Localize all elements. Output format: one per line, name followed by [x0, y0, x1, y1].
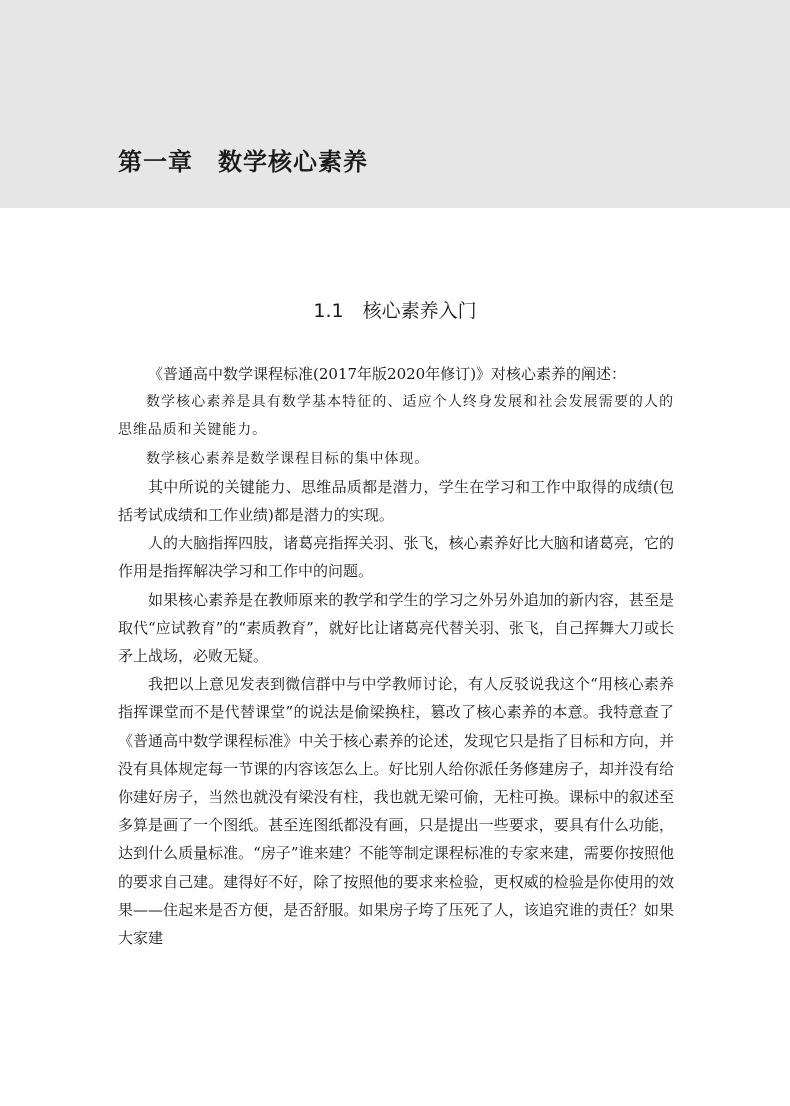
chapter-title: 第一章 数学核心素养 — [118, 148, 368, 176]
paragraph: 如果核心素养是在教师原来的教学和学生的学习之外另外追加的新内容，甚至是取代“应试教育”的“素质教育”，就好比让诸葛亮代替关羽、张飞，自己挥舞大刀或长矛上战场，必败无疑。 — [118, 590, 674, 666]
quoted-paragraph: 数学核心素养是具有数学基本特征的、适应个人终身发展和社会发展需要的人的思维品质和关键能力。 — [118, 394, 674, 439]
quoted-paragraph: 数学核心素养是数学课程目标的集中体现。 — [146, 450, 430, 467]
paragraph: 其中所说的关键能力、思维品质都是潜力，学生在学习和工作中取得的成绩(包括考试成绩和工作业绩)都是潜力的实现。 — [118, 477, 674, 525]
body-text — [118, 360, 674, 952]
section-title: 1.1 核心素养入门 — [313, 300, 477, 322]
paragraph: 我把以上意见发表到微信群中与中学教师讨论，有人反驳说我这个“用核心素养指挥课堂而不是代替课堂”的说法是偷梁换柱，篡改了核心素养的本意。我特意查了《普通高中数学课程标准》中关于核心素养的论述，发现它只是指了目标和方向，并没有具体规定每一节课的内容该怎么上。好比别人给你派任务修建房子，却并没有给你建好房子，当然也就没有梁没有柱，我也就无梁可偷，无柱可换。课标中的叙述至多算是画了一个图纸。甚至连图纸都没有画，只是提出一些要求，要具有什么功能，达到什么质量标准。“房子”谁来建？不能等制定课程标准的专家来建，需要你按照他的要求自己建。建得好不好，除了按照他的要求来检验，更权威的检验是你使用的效果——住起来是否方便，是否舒服。如果房子垮了压死了人，该追究谁的责任？如果大家建 — [118, 675, 674, 948]
paragraph: 《普通高中数学课程标准(2017年版2020年修订)》对核心素养的阐述： — [148, 365, 627, 383]
paragraph: 人的大脑指挥四肢，诸葛亮指挥关羽、张飞，核心素养好比大脑和诸葛亮，它的作用是指挥解决学习和工作中的问题。 — [118, 534, 674, 581]
chapter-header-band — [0, 0, 790, 208]
